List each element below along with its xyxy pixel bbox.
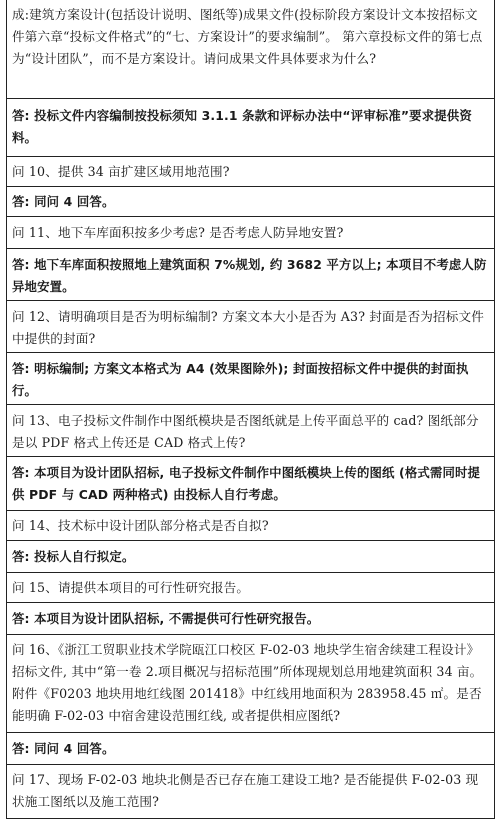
answer-row xyxy=(7,352,494,404)
question-row xyxy=(7,634,494,732)
question-text: 问 13、电子投标文件制作中图纸模块是否图纸就是上传平面总平的 cad? 图纸部分是以 PDF 格式上传还是 CAD 格式上传? xyxy=(12,413,479,450)
question-text: 问 12、请明确项目是否为明标编制? 方案文本大小是否为 A3? 封面是否为招标文件中提供的封面? xyxy=(12,309,484,346)
question-text: 问 16、《浙江工贸职业技术学院瓯江口校区 F-02-03 地块学生宿舍续建工程设计》招标文件, 其中“第一卷 2.项目概况与招标范围”所体现规划总用地建筑面积 34 亩。附件《F0203 地块用地红线图 201418》中红线用地面积为 283958.45 ㎡。是否能明确 F-02-03 中宿舍建设范围红线, 或者提供相应图纸? xyxy=(12,642,483,723)
question-row xyxy=(7,216,494,248)
answer-text: 答: 投标人自行拟定。 xyxy=(12,549,135,564)
question-row xyxy=(7,510,494,540)
answer-text: 答: 同问 4 回答。 xyxy=(12,194,115,209)
answer-text: 答: 地下车库面积按照地上建筑面积 7%规划, 约 3682 平方以上; 本项目不考虑人防异地安置。 xyxy=(12,257,487,294)
answer-row xyxy=(7,602,494,634)
qa-table xyxy=(6,0,495,819)
answer-text: 答: 本项目为设计团队招标, 不需提供可行性研究报告。 xyxy=(12,611,320,626)
answer-text: 答: 同问 4 回答。 xyxy=(12,741,115,756)
question-text: 成:建筑方案设计(包括设计说明、图纸等)成果文件(投标阶段方案设计文本按招标文件第六章“投标文件格式”的“七、方案设计”的要求编制”。 第六章投标文件的第七点为“设计团队”，而不是方案设计。请问成果文件具体要求为什么? xyxy=(12,7,483,66)
question-text: 问 17、现场 F-02-03 地块北侧是否已存在施工建设工地? 是否能提供 F-02-03 现状施工图纸以及施工范围? xyxy=(12,772,479,809)
answer-row xyxy=(7,732,494,764)
question-row xyxy=(7,404,494,456)
answer-row xyxy=(7,98,494,156)
question-row xyxy=(7,300,494,352)
question-text: 问 10、提供 34 亩扩建区域用地范围? xyxy=(12,164,230,179)
answer-text: 答: 明标编制; 方案文本格式为 A4 (效果图除外); 封面按招标文件中提供的封面执行。 xyxy=(12,361,469,398)
question-text: 问 11、地下车库面积按多少考虑? 是否考虑人防异地安置? xyxy=(12,225,344,240)
question-text: 问 15、请提供本项目的可行性研究报告。 xyxy=(12,580,250,595)
question-row xyxy=(7,764,494,818)
question-row xyxy=(7,572,494,602)
answer-row xyxy=(7,248,494,300)
answer-row xyxy=(7,456,494,510)
answer-row xyxy=(7,186,494,216)
answer-text: 答: 投标文件内容编制按投标须知 3.1.1 条款和评标办法中“评审标准”要求提供资料。 xyxy=(12,108,472,145)
answer-row xyxy=(7,540,494,572)
question-text: 问 14、技术标中设计团队部分格式是否自拟? xyxy=(12,518,269,533)
question-row xyxy=(7,156,494,186)
answer-text: 答: 本项目为设计团队招标, 电子投标文件制作中图纸模块上传的图纸 (格式需同时提供 PDF 与 CAD 两种格式) 由投标人自行考虑。 xyxy=(12,465,481,502)
question-row xyxy=(7,0,494,98)
